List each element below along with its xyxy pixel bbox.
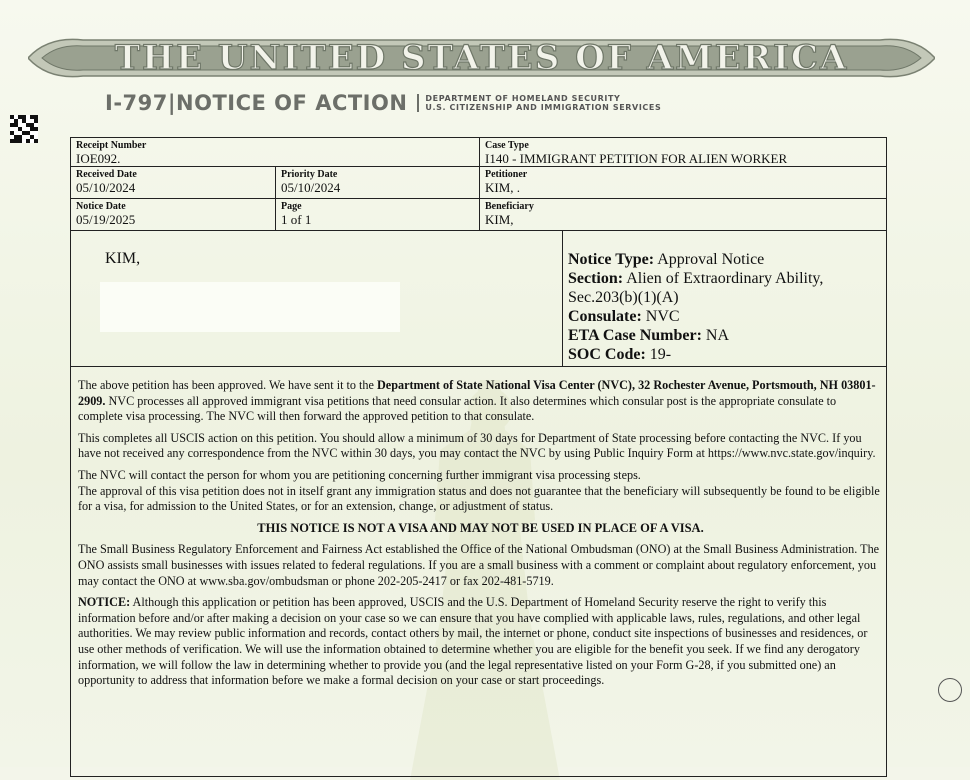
- receipt-number-cell: Receipt Number IOE092.: [70, 137, 480, 167]
- page-cell: Page 1 of 1: [275, 198, 480, 231]
- section-line2: Sec.203(b)(1)(A): [568, 289, 679, 306]
- header-banner: [28, 30, 935, 86]
- received-date-cell: Received Date 05/10/2024: [70, 166, 276, 199]
- eta-case-number: NA: [705, 327, 730, 344]
- form-heading: I-797 | NOTICE OF ACTION DEPARTMENT OF HOMELAND SECURITY U.S. CITIZENSHIP AND IMMIGRATION SERVICES: [105, 91, 662, 115]
- notice-body: [78, 378, 883, 695]
- beneficiary: KIM,: [485, 212, 514, 227]
- notice-type: Approval Notice: [657, 251, 765, 268]
- priority-date-cell: Priority Date 05/10/2024: [275, 166, 480, 199]
- beneficiary-cell: Beneficiary KIM,: [479, 198, 887, 231]
- form-title: NOTICE OF ACTION: [176, 91, 408, 115]
- paragraph-ombudsman: The Small Business Regulatory Enforcement and Fairness Act established the Office of the National Ombudsman (ONO) at the Small Business Administration. The ONO assists small businesses with issues related to federal regulations. If you are a small business with a comment or complaint about regulatory enforcement, you may contact the ONO at www.sba.gov/ombudsman or phone 202-205-2417 or fax 202-481-5719.: [78, 542, 880, 588]
- soc-code: 19-: [649, 346, 672, 363]
- form-number: I-797: [105, 91, 168, 115]
- paragraph-nvc: The above petition has been approved. We have sent it to the Department of State National Visa Center (NVC), 32 Rochester Avenue, Portsmouth, NH 03801-2909. NVC processes all approved immigrant visa petitions that need consular action. It also determines which consular post is the appropriate consulate to complete visa processing. The NVC will then forward the approved petition to that consulate.: [78, 378, 876, 424]
- circle-marker: [938, 678, 962, 702]
- recipient-name: KIM,: [105, 250, 141, 267]
- paragraph-approval: The NVC will contact the person for whom you are petitioning concerning further immigrant visa processing steps. The approval of this visa petition does not in itself grant any immigration status and does not guarantee that the beneficiary will subsequently be found to be eligible for a visa, for admission to the United States, or for an extension, change, or adjustment of status.: [78, 467, 880, 514]
- case-type-cell: Case Type I140 - IMMIGRANT PETITION FOR ALIEN WORKER: [479, 137, 887, 167]
- barcode-icon: [10, 115, 38, 143]
- section: Alien of Extraordinary Ability,: [626, 270, 824, 287]
- petitioner: KIM, .: [485, 180, 521, 195]
- page-count: 1 of 1: [281, 212, 312, 227]
- paragraph-notice: NOTICE: Although this application or petition has been approved, USCIS and the U.S. Department of Homeland Security reserve the right to verify this information before and/or after making a decision on your case so we can ensure that you have complied with applicable laws, rules, regulations, and other legal authorities. We may review public information and records, contact others by mail, the internet or phone, conduct site inspections of businesses and residences, or use other methods of verification. We will use the information obtained to determine whether you are eligible for the benefit you seek. If we find any derogatory information, we will follow the law in determining whether to provide you (and the legal representative listed on your Form G-28, if you submitted one) an opportunity to address that information before we make a formal decision on your case or start proceedings.: [78, 595, 868, 688]
- visa-warning: THIS NOTICE IS NOT A VISA AND MAY NOT BE USED IN PLACE OF A VISA.: [257, 520, 704, 535]
- notice-date-cell: Notice Date 05/19/2025: [70, 198, 276, 231]
- paragraph-processing: This completes all USCIS action on this petition. You should allow a minimum of 30 days for Department of State processing before contacting the NVC. If you have not received any correspondence from the NVC within 30 days, you may contact the NVC by using Public Inquiry Form at https://www.nvc.state.gov/inquiry.: [78, 430, 876, 461]
- priority-date: 05/10/2024: [281, 180, 341, 195]
- receipt-number: IOE092.: [76, 151, 121, 166]
- received-date: 05/10/2024: [76, 180, 136, 195]
- redacted-address: [100, 282, 400, 332]
- petitioner-cell: Petitioner KIM, .: [479, 166, 887, 199]
- agency-name: DEPARTMENT OF HOMELAND SECURITY U.S. CITIZENSHIP AND IMMIGRATION SERVICES: [417, 94, 661, 112]
- banner-title: THE UNITED STATES OF AMERICA: [114, 38, 849, 78]
- notice-date: 05/19/2025: [76, 212, 136, 227]
- notice-info: Notice Type: Approval Notice Section: Alien of Extraordinary Ability, Sec.203(b)(1)(A) Consulate: NVC ETA Case Number: NA SOC Code: 19-: [568, 251, 824, 363]
- case-type: I140 - IMMIGRANT PETITION FOR ALIEN WORKER: [485, 151, 788, 166]
- consulate: NVC: [645, 308, 680, 325]
